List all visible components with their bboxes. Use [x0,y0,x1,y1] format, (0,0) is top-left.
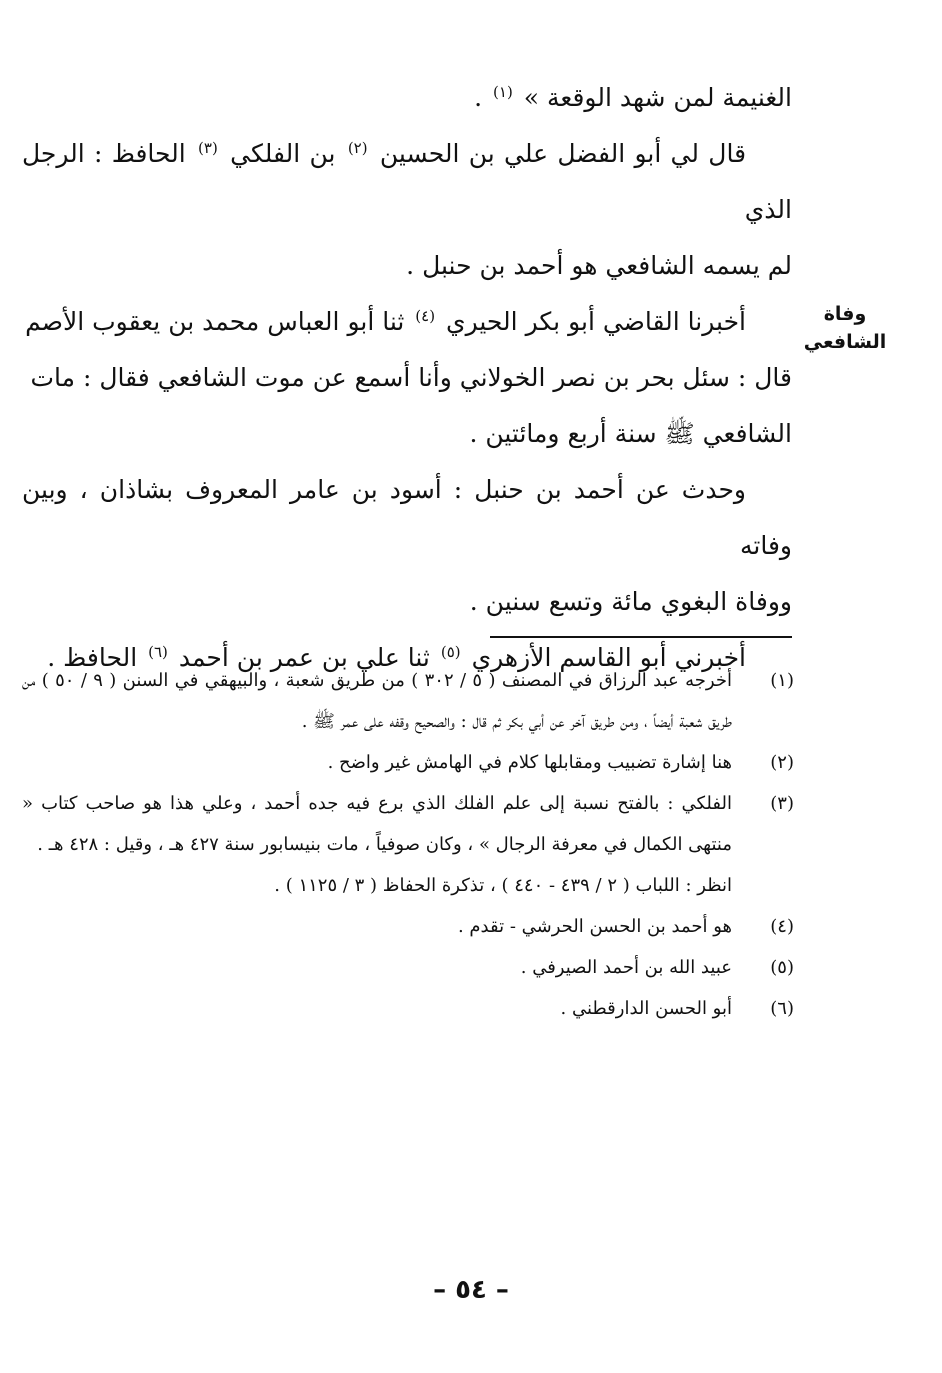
paragraph-2-line2: لم يسمه الشافعي هو أحمد بن حنبل . [406,251,792,280]
footnote-2 [22,742,794,783]
paragraph-2 [22,126,792,238]
footnote-ref-2: (٢) [347,138,368,157]
paragraph-5-c: الحافظ . [47,643,138,672]
footnote-text: هنا إشارة تضبيب ومقابلها كلام في الهامش غير واضح . [327,752,732,773]
page-number: – ٥٤ – [433,1275,509,1305]
footnote-3-reference: انظر : اللباب ( ٢ / ٤٣٩ - ٤٤٠ ) ، تذكرة الحفاظ ( ٣ / ١١٢٥ ) . [274,875,732,896]
footnote-text: أبو الحسن الدارقطني . [560,998,732,1019]
margin-heading [800,300,890,356]
footnote-number: (٥) [770,957,794,978]
footnote-number: (١) [770,670,794,691]
paragraph-1 [22,70,792,126]
paragraph-3-a: أخبرنا القاضي أبو بكر الحيري [446,307,746,336]
paragraph-3 [22,294,792,350]
paragraph-2-a: قال لي أبو الفضل علي بن الحسين [379,139,747,168]
footnote-separator [490,636,792,638]
paragraph-2-c: الحافظ : الرجل الذي [22,139,792,224]
footnote-ref-1: (١) [493,82,513,101]
footnote-ref-3: (٣) [198,138,218,157]
footnote-ref-4: (٤) [415,306,436,325]
footnote-text: الفلكي : بالفتح نسبة إلى علم الفلك الذي برع فيه جده أحمد ، وعلي هذا هو صاحب كتاب « منتهى الكمال في معرفة الرجال » ، وكان صوفياً ، مات بنيسابور سنة ٤٢٧ هـ ، وقيل : ٤٢٨ هـ . [22,793,732,855]
footnote-text: عبيد الله بن أحمد الصيرفي . [520,957,732,978]
footnote-number: (٢) [770,752,794,773]
paragraph-3-line2: قال : سئل بحر بن نصر الخولاني وأنا أسمع عن موت الشافعي فقال : مات [30,363,792,392]
footnotes [22,660,794,1029]
margin-heading-line2: الشافعي [803,331,887,353]
paragraph-4: وحدث عن أحمد بن حنبل : أسود بن عامر المعروف بشاذان ، وبين وفاته [22,475,792,560]
paragraph-3-b: ثنا أبو العباس محمد بن يعقوب الأصم [25,307,405,336]
paragraph-4-line2: ووفاة البغوي مائة وتسع سنين . [469,587,792,616]
paragraph-1-text: الغنيمة لمن شهد الوقعة » [523,83,792,112]
footnote-number: (٦) [770,998,794,1019]
footnote-4 [22,906,794,947]
paragraph-5-b: ثنا علي بن عمر بن أحمد [178,643,430,672]
footnote-number: (٤) [770,916,794,937]
footnote-5 [22,947,794,988]
footnote-1 [22,660,794,742]
main-text [22,70,792,686]
paragraph-5-a: أخبرني أبو القاسم الأزهري [471,643,746,672]
footnote-text: هو أحمد بن الحسن الحرشي - تقدم . [457,916,732,937]
footnote-ref-5: (٥) [440,642,461,661]
paragraph-1-tail: . [474,83,483,112]
paragraph-3-line3: الشافعي ﷺ سنة أربع ومائتين . [469,419,792,448]
footnote-6 [22,988,794,1029]
footnote-ref-6: (٦) [148,642,168,661]
margin-heading-line1: وفاة [823,303,867,325]
footnote-3 [22,783,794,865]
footnote-number: (٣) [770,793,794,814]
footnote-text: أخرجه عبد الرزاق في المصنف ( ٥ / ٣٠٢ ) من طريق شعبة ، والبيهقي في السنن ( ٩ / ٥٠ ) من طريق شعبة أيضاً ، ومن طريق آخر عن أبي بكر ثم قال : والصحيح وقفه على عمر ﷺ . [22,670,732,732]
paragraph-2-b: بن الفلكي [230,139,336,168]
